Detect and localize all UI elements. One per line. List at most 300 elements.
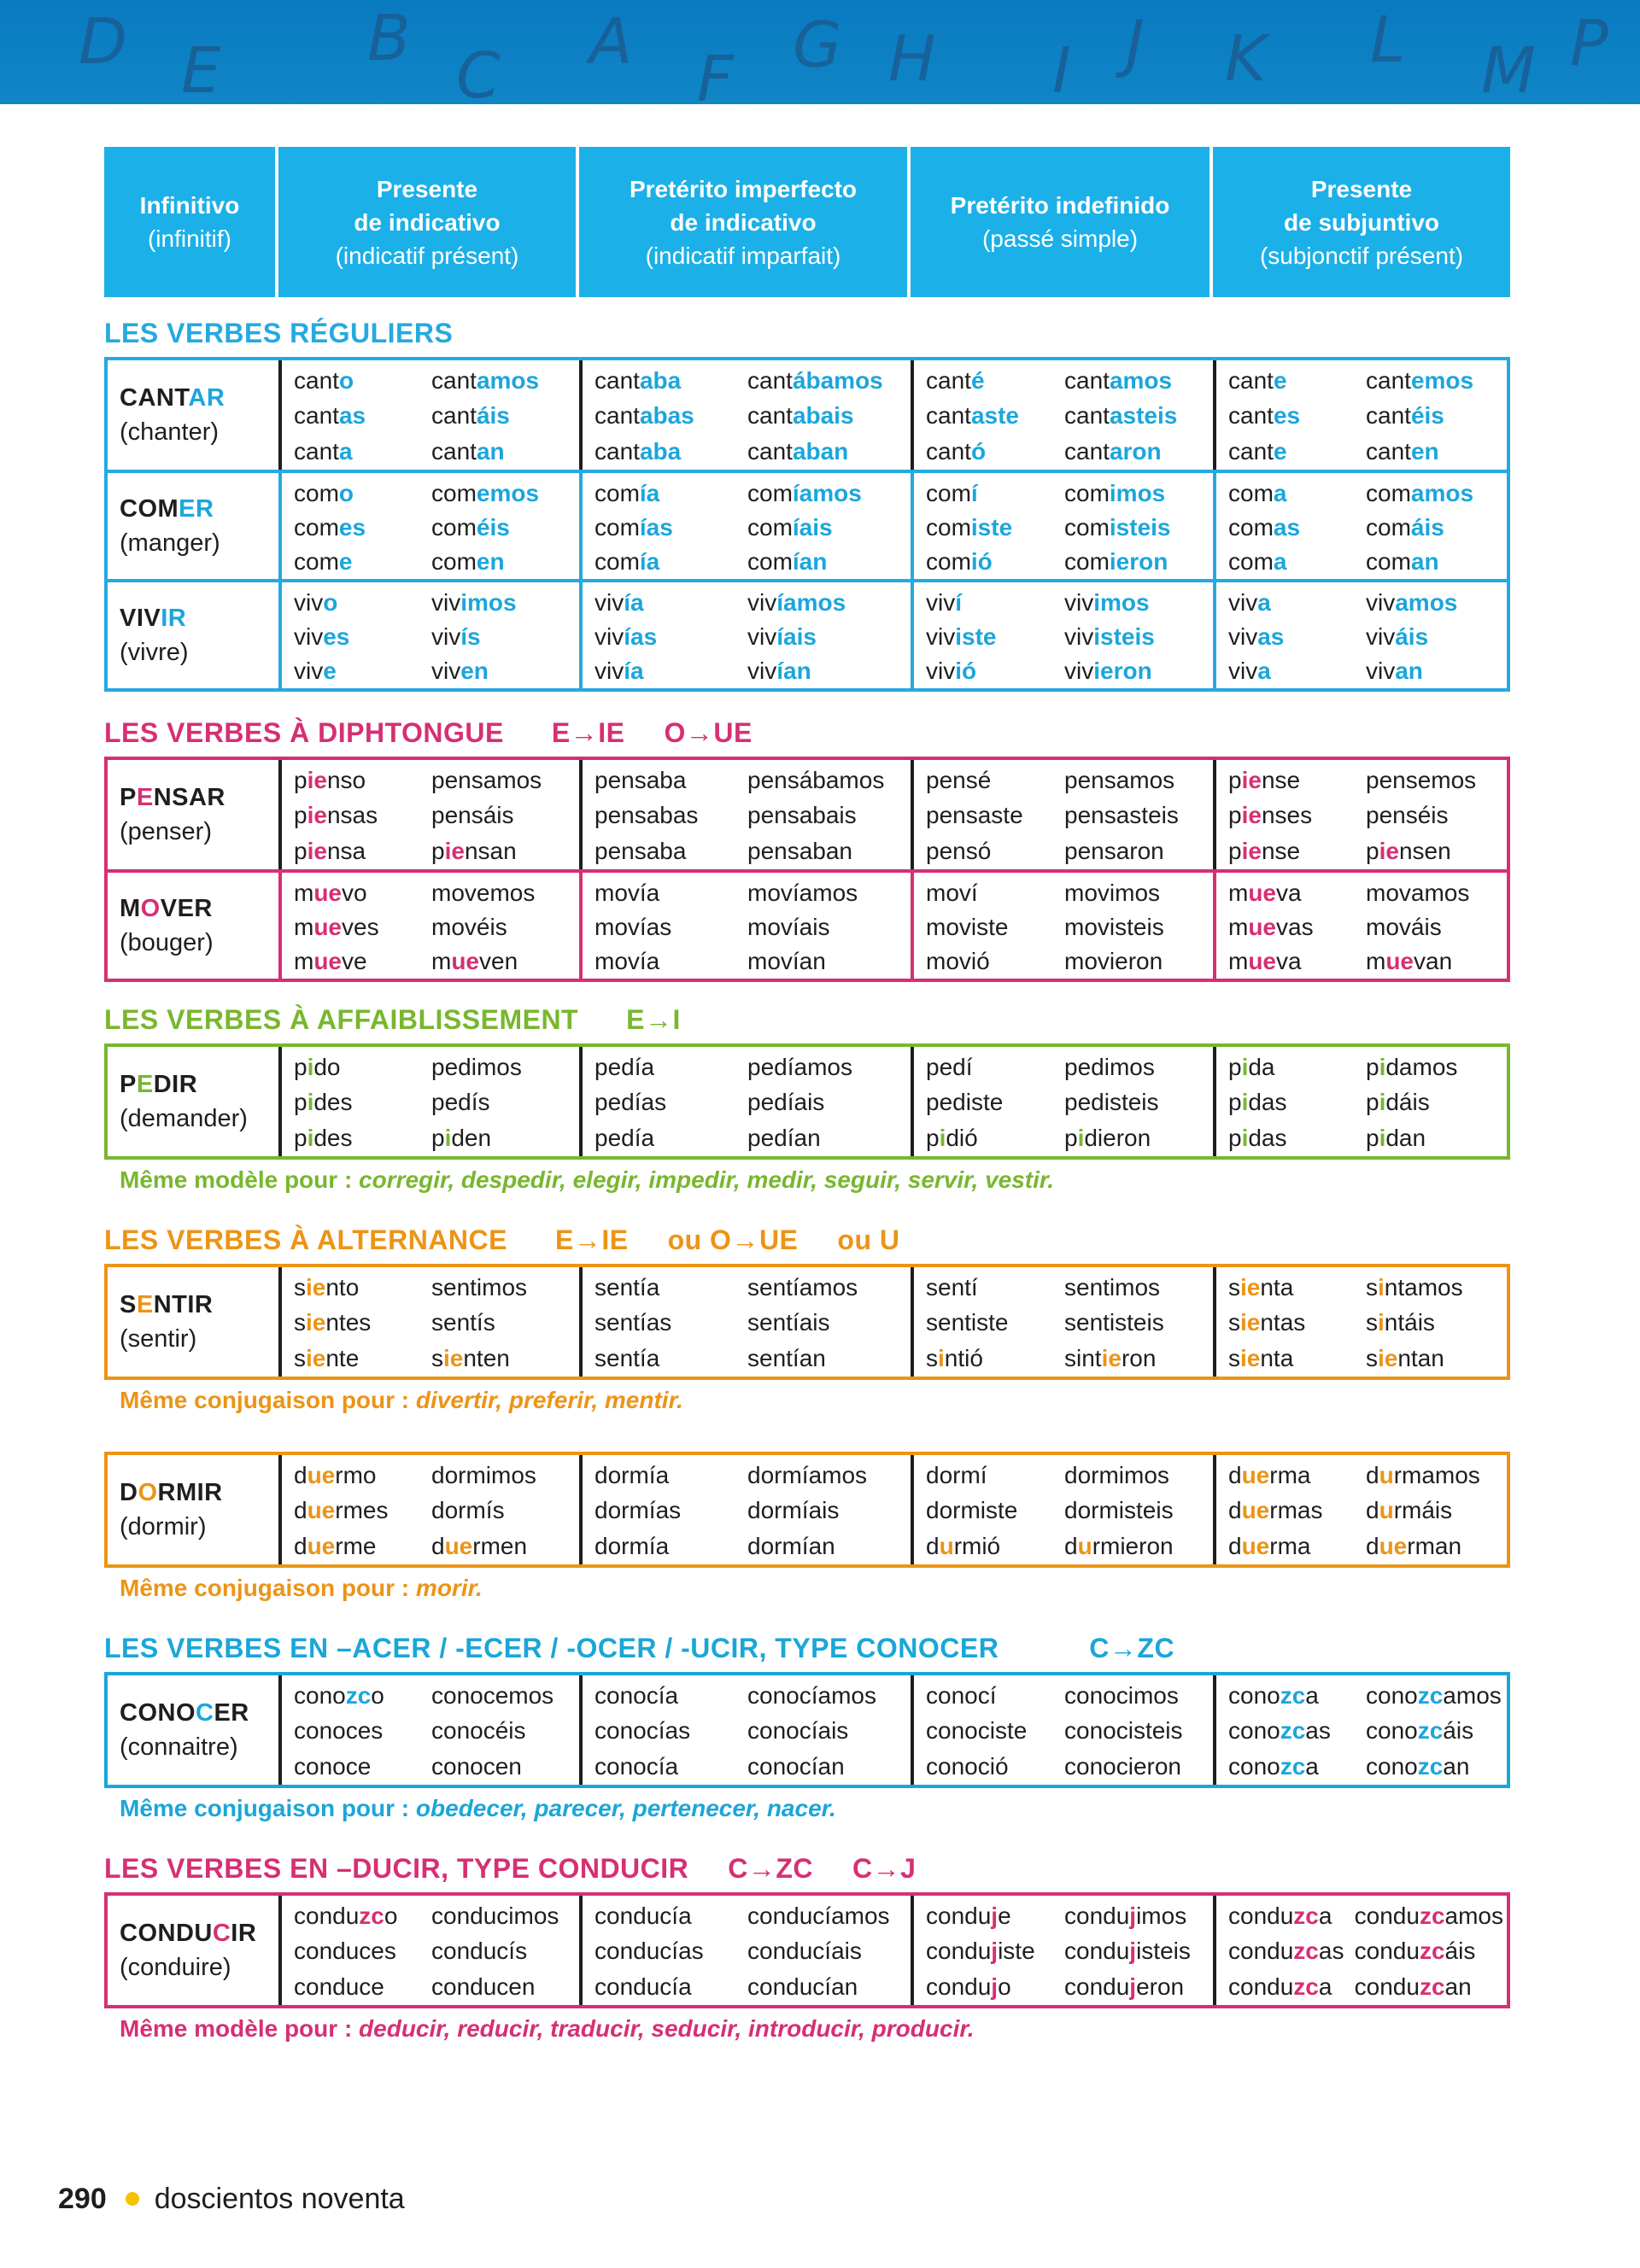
verb-form: canté bbox=[926, 367, 985, 394]
section-title-text: LES VERBES EN –DUCIR, TYPE CONDUCIR bbox=[104, 1853, 689, 1884]
verb-form: vivan bbox=[1366, 658, 1423, 684]
verb-form: mueva bbox=[1228, 948, 1302, 974]
verb-row-conducir bbox=[108, 1896, 1507, 2005]
verb-form: sentisteis bbox=[1064, 1309, 1164, 1336]
verb-form: pensaba bbox=[594, 767, 687, 793]
banner-letter: C bbox=[456, 39, 501, 104]
verb-form: come bbox=[294, 548, 353, 575]
conjugation-cell bbox=[583, 760, 914, 869]
bullet-dot bbox=[126, 2192, 139, 2206]
verb-form: vivimos bbox=[431, 589, 517, 616]
infinitive-cell bbox=[108, 1455, 282, 1564]
infinitive-cell bbox=[108, 360, 282, 470]
verb-form: conozca bbox=[1228, 1752, 1319, 1780]
conjugation-cell bbox=[914, 760, 1216, 869]
verb-form: conduce bbox=[294, 1973, 384, 2000]
verb-form: conocí bbox=[926, 1682, 997, 1709]
verb-form: viven bbox=[431, 658, 489, 684]
verb-form: movimos bbox=[1064, 880, 1161, 906]
banner-letter: H bbox=[888, 22, 936, 96]
banner-letter: M bbox=[1481, 34, 1536, 104]
verb-form: pensaban bbox=[747, 837, 853, 864]
section-subtitle: C→ZC bbox=[728, 1853, 814, 1884]
verb-form: pedía bbox=[594, 1054, 655, 1080]
banner-letter: A bbox=[589, 5, 633, 79]
verb-form: conduces bbox=[294, 1938, 396, 1965]
verb-form: pidáis bbox=[1366, 1089, 1430, 1116]
verb-form: dormías bbox=[594, 1497, 682, 1524]
verb-form: pida bbox=[1228, 1054, 1275, 1080]
verb-form: cantamos bbox=[431, 367, 540, 394]
verb-form: dormís bbox=[431, 1497, 505, 1524]
verb-row-sentir bbox=[108, 1267, 1507, 1377]
verb-form: pedisteis bbox=[1064, 1089, 1159, 1116]
verb-form: conozco bbox=[294, 1682, 384, 1709]
conjugation-cell bbox=[1216, 582, 1514, 688]
header-sub: (subjonctif présent) bbox=[1259, 242, 1464, 269]
verb-form: viviste bbox=[926, 623, 997, 650]
header-presente bbox=[278, 147, 579, 297]
conjugation-cell bbox=[914, 873, 1216, 979]
infinitive: MOVER bbox=[120, 895, 213, 922]
verb-form: movéis bbox=[431, 914, 507, 940]
header-title: Presente de subjuntivo bbox=[1284, 175, 1439, 236]
verb-form: pensasteis bbox=[1064, 802, 1179, 829]
section-title-conducir bbox=[104, 1853, 916, 1885]
verb-form: movisteis bbox=[1064, 914, 1164, 940]
verb-form: pienso bbox=[294, 767, 366, 793]
verb-form: conducía bbox=[594, 1903, 692, 1929]
conjugation-cell bbox=[583, 1047, 914, 1156]
verb-form: cantó bbox=[926, 437, 987, 465]
verb-form: movíais bbox=[747, 914, 830, 940]
infinitive-cell bbox=[108, 1896, 282, 2005]
conjugation-cell bbox=[1216, 1047, 1514, 1156]
infinitive-cell bbox=[108, 1675, 282, 1785]
conjugation-cell bbox=[583, 582, 914, 688]
verb-form: viva bbox=[1228, 658, 1271, 684]
verb-form: duermas bbox=[1228, 1497, 1323, 1524]
verb-form: conducíamos bbox=[747, 1903, 890, 1929]
verb-form: movían bbox=[747, 948, 826, 974]
verb-form: vivíais bbox=[747, 623, 817, 650]
verb-form: conocíamos bbox=[747, 1682, 876, 1709]
verb-form: pidieron bbox=[1064, 1124, 1151, 1151]
verb-form: viváis bbox=[1366, 623, 1429, 650]
verb-form: condujimos bbox=[1064, 1903, 1187, 1929]
verb-form: canta bbox=[294, 437, 353, 465]
verb-form: comes bbox=[294, 514, 366, 541]
verb-form: pedía bbox=[594, 1124, 655, 1151]
verb-form: conduje bbox=[926, 1903, 1011, 1929]
verb-form: vive bbox=[294, 658, 337, 684]
verb-form: vivo bbox=[294, 589, 338, 616]
verb-form: piensen bbox=[1366, 837, 1451, 864]
verb-form: siento bbox=[294, 1274, 360, 1301]
conjugation-cell bbox=[914, 582, 1216, 688]
verb-form: viví bbox=[926, 589, 963, 616]
verb-row-comer bbox=[108, 470, 1507, 579]
verb-form: dormí bbox=[926, 1462, 987, 1488]
verb-form: piensan bbox=[431, 837, 517, 864]
verb-form: sentía bbox=[594, 1344, 660, 1371]
verb-form: conducía bbox=[594, 1973, 692, 2000]
verb-form: comíamos bbox=[747, 480, 862, 506]
verb-form: duermo bbox=[294, 1462, 377, 1488]
verb-form: piden bbox=[431, 1124, 492, 1151]
verb-form: conocía bbox=[594, 1752, 679, 1780]
conducir-verbs-table bbox=[104, 1892, 1510, 2008]
verb-form: comieron bbox=[1064, 548, 1168, 575]
note-label: Même modèle pour : bbox=[120, 1166, 353, 1193]
verb-row-pedir bbox=[108, 1047, 1507, 1156]
verb-form: muevan bbox=[1366, 948, 1453, 974]
verb-form: piense bbox=[1228, 767, 1301, 793]
verb-form: cantábamos bbox=[747, 367, 883, 394]
verb-form: duermes bbox=[294, 1497, 389, 1524]
note-conducir bbox=[120, 2015, 974, 2043]
section-subtitle: C→J bbox=[852, 1853, 917, 1884]
infinitive: CANTAR bbox=[120, 384, 226, 412]
verb-form: condujeron bbox=[1064, 1973, 1185, 2000]
verb-form: pedí bbox=[926, 1054, 973, 1080]
verb-form: pensaron bbox=[1064, 837, 1164, 864]
verb-form: sienta bbox=[1228, 1274, 1294, 1301]
verb-form: movíamos bbox=[747, 880, 858, 906]
conjugation-cell bbox=[583, 873, 914, 979]
section-subtitle: C→ZC bbox=[1089, 1633, 1175, 1663]
verb-form: comíais bbox=[747, 514, 833, 541]
verb-form: sintáis bbox=[1366, 1309, 1435, 1336]
section-title-diphthong bbox=[104, 717, 753, 749]
verb-form: vivieron bbox=[1064, 658, 1152, 684]
verb-row-pensar bbox=[108, 760, 1507, 869]
verb-form: sienta bbox=[1228, 1344, 1294, 1371]
verb-form: dormíais bbox=[747, 1497, 840, 1524]
verb-form: sentís bbox=[431, 1309, 495, 1336]
verb-form: pedís bbox=[431, 1089, 490, 1116]
conjugation-cell bbox=[282, 1896, 583, 2005]
tense-header bbox=[104, 147, 1510, 297]
conjugation-cell bbox=[282, 1455, 583, 1564]
verb-form: conduzca bbox=[1228, 1973, 1332, 2000]
note-label: Même conjugaison pour : bbox=[120, 1575, 410, 1601]
verb-form: duerma bbox=[1228, 1532, 1311, 1559]
verb-form: duerman bbox=[1366, 1532, 1462, 1559]
verb-form: cantas bbox=[294, 402, 366, 430]
infinitive: SENTIR bbox=[120, 1291, 214, 1318]
verb-form: movías bbox=[594, 914, 672, 940]
verb-form: sentí bbox=[926, 1274, 978, 1301]
verb-form: sientas bbox=[1228, 1309, 1306, 1336]
banner-letter: P bbox=[1570, 7, 1608, 80]
verb-form: conocemos bbox=[431, 1682, 554, 1709]
verb-form: comas bbox=[1228, 514, 1301, 541]
verb-form: movieron bbox=[1064, 948, 1163, 974]
verb-form: cantáis bbox=[431, 402, 510, 430]
verb-form: vivía bbox=[594, 589, 644, 616]
verb-form: conducías bbox=[594, 1938, 704, 1965]
verb-form: canto bbox=[294, 367, 354, 394]
verb-form: moví bbox=[926, 880, 978, 906]
section-title-alternation bbox=[104, 1225, 899, 1256]
verb-form: dormía bbox=[594, 1462, 670, 1488]
banner-letter: B bbox=[367, 2, 411, 75]
verb-form: durmió bbox=[926, 1532, 1001, 1559]
infinitive: CONDUCIR bbox=[120, 1920, 257, 1947]
verb-form: dormía bbox=[594, 1532, 670, 1559]
verb-form: movamos bbox=[1366, 880, 1470, 906]
verb-form: durmamos bbox=[1366, 1462, 1480, 1488]
note-label: Même conjugaison pour : bbox=[120, 1387, 410, 1413]
verb-form: conocisteis bbox=[1064, 1717, 1183, 1745]
verb-form: cante bbox=[1228, 437, 1287, 465]
verb-form: mueva bbox=[1228, 880, 1302, 906]
verb-form: condujisteis bbox=[1064, 1938, 1191, 1965]
header-sub: (indicatif présent) bbox=[335, 242, 519, 269]
verb-form: vivamos bbox=[1366, 589, 1458, 616]
infinitive-cell bbox=[108, 473, 282, 579]
verb-form: sentíamos bbox=[747, 1274, 858, 1301]
verb-form: sentíais bbox=[747, 1309, 830, 1336]
verb-form: pensó bbox=[926, 837, 992, 864]
note-list: corregir, despedir, elegir, impedir, medir, seguir, servir, vestir. bbox=[359, 1166, 1055, 1193]
verb-form: sentiste bbox=[926, 1309, 1009, 1336]
note-conocer bbox=[120, 1795, 836, 1822]
verb-form: duerme bbox=[294, 1532, 377, 1559]
verb-form: comías bbox=[594, 514, 673, 541]
conjugation-cell bbox=[1216, 1675, 1514, 1785]
banner-letter: E bbox=[181, 34, 221, 104]
verb-form: conduzcáis bbox=[1354, 1938, 1476, 1965]
verb-form: pedimos bbox=[1064, 1054, 1155, 1080]
verb-form: pidan bbox=[1366, 1124, 1426, 1151]
conjugation-cell bbox=[583, 1896, 914, 2005]
verb-form: pidas bbox=[1228, 1124, 1287, 1151]
verb-form: comáis bbox=[1366, 514, 1444, 541]
verb-form: cantes bbox=[1228, 402, 1301, 430]
verb-form: sientan bbox=[1366, 1344, 1444, 1371]
verb-form: condujiste bbox=[926, 1938, 1035, 1965]
conjugation-cell bbox=[914, 1896, 1216, 2005]
top-banner bbox=[0, 0, 1640, 104]
verb-form: pidamos bbox=[1366, 1054, 1458, 1080]
verb-row-vivir bbox=[108, 579, 1507, 688]
section-title-conocer bbox=[104, 1633, 1174, 1664]
note-weakening bbox=[120, 1166, 1054, 1194]
verb-form: comamos bbox=[1366, 480, 1474, 506]
verb-form: siente bbox=[294, 1344, 360, 1371]
verb-form: penséis bbox=[1366, 802, 1449, 829]
verb-form: coma bbox=[1228, 548, 1287, 575]
verb-form: dormisteis bbox=[1064, 1497, 1174, 1524]
section-subtitle: E→I bbox=[626, 1004, 681, 1035]
verb-form: duermen bbox=[431, 1532, 528, 1559]
page-number-words: doscientos noventa bbox=[154, 2183, 405, 2215]
verb-form: conducen bbox=[431, 1973, 536, 2000]
verb-form: pedimos bbox=[431, 1054, 522, 1080]
verb-form: conocíais bbox=[747, 1717, 849, 1745]
verb-form: sentimos bbox=[1064, 1274, 1161, 1301]
conjugation-cell bbox=[282, 1267, 583, 1377]
section-subtitle: ou U bbox=[837, 1225, 900, 1255]
verb-form: muevas bbox=[1228, 914, 1314, 940]
verb-form: sentía bbox=[594, 1274, 660, 1301]
section-title-text: LES VERBES RÉGULIERS bbox=[104, 318, 454, 348]
verb-form: pensabais bbox=[747, 802, 857, 829]
verb-form: comía bbox=[594, 548, 660, 575]
verb-form: pides bbox=[294, 1124, 353, 1151]
header-title: Pretérito imperfecto de indicativo bbox=[629, 175, 858, 236]
verb-form: comían bbox=[747, 548, 828, 575]
verb-form: canten bbox=[1366, 437, 1439, 465]
conjugation-cell bbox=[282, 760, 583, 869]
note-alternation-2 bbox=[120, 1575, 483, 1602]
verb-form: como bbox=[294, 480, 354, 506]
alternation-dormir-table bbox=[104, 1452, 1510, 1568]
conjugation-cell bbox=[282, 360, 583, 470]
verb-form: pido bbox=[294, 1054, 341, 1080]
conocer-verbs-table bbox=[104, 1672, 1510, 1788]
infinitive-cell bbox=[108, 582, 282, 688]
verb-form: mueves bbox=[294, 914, 379, 940]
verb-form: viva bbox=[1228, 589, 1271, 616]
section-title-text: LES VERBES À ALTERNANCE bbox=[104, 1225, 507, 1255]
banner-letter: L bbox=[1370, 3, 1406, 77]
conjugation-cell bbox=[914, 1267, 1216, 1377]
verb-form: pidió bbox=[926, 1124, 978, 1151]
section-title-weakening bbox=[104, 1004, 681, 1036]
section-subtitle: ou O→UE bbox=[667, 1225, 799, 1255]
verb-form: cantasteis bbox=[1064, 402, 1178, 430]
conjugation-cell bbox=[1216, 360, 1514, 470]
note-list: obedecer, parecer, pertenecer, nacer. bbox=[415, 1795, 836, 1821]
infinitive-gloss: (sentir) bbox=[120, 1325, 197, 1353]
verb-form: cantabas bbox=[594, 402, 694, 430]
verb-form: sintamos bbox=[1366, 1274, 1463, 1301]
verb-form: cantaba bbox=[594, 437, 682, 465]
conjugation-cell bbox=[282, 873, 583, 979]
infinitive: DORMIR bbox=[120, 1479, 223, 1506]
verb-form: comisteis bbox=[1064, 514, 1171, 541]
verb-form: vivisteis bbox=[1064, 623, 1155, 650]
verb-form: durmieron bbox=[1064, 1532, 1174, 1559]
verb-form: durmáis bbox=[1366, 1497, 1453, 1524]
conjugation-cell bbox=[1216, 1896, 1514, 2005]
header-sub: (indicatif imparfait) bbox=[645, 242, 841, 269]
section-title-regular bbox=[104, 318, 453, 349]
infinitive-gloss: (vivre) bbox=[120, 639, 189, 666]
verb-form: cantaban bbox=[747, 437, 849, 465]
verb-form: movía bbox=[594, 948, 660, 974]
verb-form: cante bbox=[1228, 367, 1287, 394]
verb-form: conocéis bbox=[431, 1717, 526, 1745]
verb-form: conocen bbox=[431, 1752, 522, 1780]
verb-form: movemos bbox=[431, 880, 536, 906]
conjugation-cell bbox=[282, 1675, 583, 1785]
verb-form: comí bbox=[926, 480, 978, 506]
banner-letter: F bbox=[697, 43, 734, 104]
verb-form: moviste bbox=[926, 914, 1009, 940]
infinitive: PENSAR bbox=[120, 784, 226, 811]
alternation-sentir-table bbox=[104, 1264, 1510, 1380]
verb-form: piense bbox=[1228, 837, 1301, 864]
verb-form: pensaste bbox=[926, 802, 1023, 829]
verb-form: vivían bbox=[747, 658, 811, 684]
header-title: Pretérito indefinido bbox=[950, 192, 1170, 219]
header-infinitivo bbox=[104, 147, 278, 297]
conjugation-cell bbox=[583, 360, 914, 470]
verb-form: sintió bbox=[926, 1344, 983, 1371]
header-indefinido bbox=[911, 147, 1213, 297]
page-footer bbox=[58, 2183, 405, 2216]
banner-letter: G bbox=[793, 9, 842, 82]
header-subjuntivo bbox=[1213, 147, 1510, 297]
infinitive-gloss: (penser) bbox=[120, 818, 212, 845]
infinitive-cell bbox=[108, 760, 282, 869]
conjugation-cell bbox=[914, 1675, 1216, 1785]
verb-form: conozca bbox=[1228, 1682, 1319, 1709]
infinitive-gloss: (conduire) bbox=[120, 1954, 231, 1981]
infinitive-cell bbox=[108, 1267, 282, 1377]
verb-form: pediste bbox=[926, 1089, 1004, 1116]
verb-form: sintieron bbox=[1064, 1344, 1157, 1371]
verb-form: conduzcas bbox=[1228, 1938, 1344, 1965]
verb-form: sentían bbox=[747, 1344, 826, 1371]
infinitive: VIVIR bbox=[120, 605, 187, 632]
verb-form: conozcan bbox=[1366, 1752, 1470, 1780]
conjugation-cell bbox=[914, 1455, 1216, 1564]
verb-form: sienten bbox=[431, 1344, 510, 1371]
verb-form: vivió bbox=[926, 658, 977, 684]
verb-form: cantaron bbox=[1064, 437, 1162, 465]
infinitive: PEDIR bbox=[120, 1071, 198, 1098]
regular-verbs-table bbox=[104, 357, 1510, 692]
infinitive: CONOCER bbox=[120, 1699, 249, 1727]
diphthong-verbs-table bbox=[104, 757, 1510, 982]
conjugation-cell bbox=[583, 1267, 914, 1377]
banner-letter: I bbox=[1052, 34, 1071, 104]
verb-form: conoces bbox=[294, 1717, 384, 1745]
verb-form: cantaste bbox=[926, 402, 1019, 430]
banner-letter: K bbox=[1225, 22, 1267, 96]
section-title-text: LES VERBES EN –ACER / -ECER / -OCER / -UCIR, TYPE CONOCER bbox=[104, 1633, 999, 1663]
verb-form: dormimos bbox=[431, 1462, 536, 1488]
verb-row-conocer bbox=[108, 1675, 1507, 1785]
infinitive-gloss: (connaitre) bbox=[120, 1733, 238, 1761]
note-alternation bbox=[120, 1387, 683, 1414]
verb-form: vivimos bbox=[1064, 589, 1150, 616]
verb-form: cantamos bbox=[1064, 367, 1173, 394]
verb-form: conducís bbox=[431, 1938, 528, 1965]
verb-form: coma bbox=[1228, 480, 1287, 506]
verb-form: conozcáis bbox=[1366, 1717, 1474, 1745]
infinitive-gloss: (chanter) bbox=[120, 418, 220, 446]
infinitive-cell bbox=[108, 1047, 282, 1156]
verb-form: pensábamos bbox=[747, 767, 885, 793]
verb-form: vivía bbox=[594, 658, 644, 684]
verb-form: conocieron bbox=[1064, 1752, 1181, 1780]
infinitive-gloss: (bouger) bbox=[120, 929, 214, 956]
conjugation-cell bbox=[1216, 873, 1514, 979]
conjugation-cell bbox=[583, 1675, 914, 1785]
verb-form: muevo bbox=[294, 880, 367, 906]
verb-row-mover bbox=[108, 869, 1507, 979]
section-subtitle: O→UE bbox=[664, 717, 753, 748]
verb-form: comen bbox=[431, 548, 505, 575]
section-subtitle: E→IE bbox=[554, 1225, 629, 1255]
conjugation-cell bbox=[1216, 760, 1514, 869]
